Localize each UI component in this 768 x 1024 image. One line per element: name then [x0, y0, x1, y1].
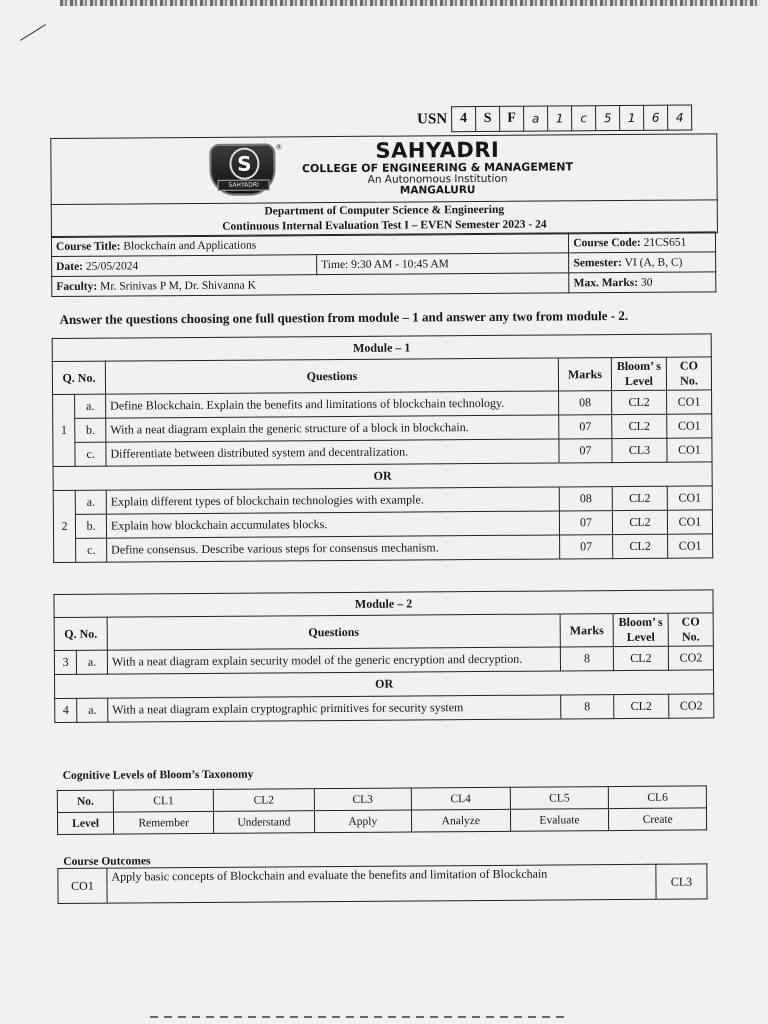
- blooms-level: Create: [609, 808, 707, 831]
- or-label: OR: [53, 462, 712, 491]
- header-marks: Marks: [558, 358, 611, 391]
- usn-char: 6: [644, 105, 668, 130]
- college-city: MANGALURU: [399, 184, 476, 197]
- exam-title: Continuous Internal Evaluation Test I – EVEN Semester 2023 - 24: [222, 218, 547, 233]
- table-row: 1 a. Define Blockchain. Explain the benefits and limitations of blockchain technology. 08 CL2 CO1: [53, 390, 712, 419]
- blooms-level: Analyze: [411, 809, 510, 832]
- usn-char: a: [524, 106, 548, 131]
- blooms-table: [57, 785, 707, 835]
- department-name: Department of Computer Science & Engineering: [264, 203, 505, 218]
- usn-box: [405, 105, 692, 133]
- module1-title: Module – 1: [52, 334, 711, 362]
- outcomes-title: Course Outcomes: [63, 855, 151, 868]
- usn-label: USN: [417, 110, 448, 127]
- blooms-code: CL2: [213, 789, 314, 812]
- logo-band: SAHYADRI: [218, 179, 270, 190]
- course-title-cell: Course Title: Blockchain and Applications: [51, 233, 568, 257]
- table-row: c. Define consensus. Describe various steps for consensus mechanism. 07 CL2 CO1: [54, 534, 713, 563]
- course-code-cell: Course Code: 21CS651: [569, 232, 716, 253]
- college-header: [50, 133, 717, 205]
- usn-char: 1: [620, 105, 644, 130]
- blooms-code: CL1: [113, 789, 213, 812]
- instruction: Answer the questions choosing one full question from module – 1 and answer any two from module - 2.: [59, 307, 629, 327]
- scan-bottom-dashes: [150, 1016, 570, 1018]
- course-info-table: [51, 231, 716, 297]
- blooms-code: CL6: [609, 786, 707, 809]
- table-row: 4 a. With a neat diagram explain cryptographic primitives for security system 8 CL2 CO2: [55, 694, 714, 723]
- usn-char: F: [500, 106, 524, 131]
- college-autonomous: An Autonomous Institution: [367, 172, 508, 186]
- table-row: b. With a neat diagram explain the generic structure of a block in blockchain. 07 CL2 CO1: [53, 414, 712, 443]
- semester-cell: Semester: VI (A, B, C): [569, 252, 716, 273]
- usn-char: 1: [548, 106, 572, 131]
- header-blooms: Bloom’ s Level: [611, 357, 666, 390]
- registered-icon: ®: [275, 143, 283, 152]
- header-co: CO No.: [668, 613, 713, 646]
- table-row: b. Explain how blockchain accumulates blocks. 07 CL2 CO1: [53, 510, 712, 539]
- header-blooms: Bloom’ s Level: [613, 613, 668, 646]
- college-subtitle: COLLEGE OF ENGINEERING & MANAGEMENT: [301, 160, 574, 176]
- table-row: 3 a. With a neat diagram explain security model of the generic encryption and decryption. 8 CL2 CO2: [54, 646, 713, 675]
- usn-char: 4: [668, 105, 692, 130]
- blooms-code: CL3: [314, 788, 412, 811]
- max-marks-cell: Max. Marks: 30: [569, 272, 716, 293]
- blooms-level: Evaluate: [510, 809, 609, 832]
- usn-char: 4: [452, 107, 476, 132]
- header-qno: Q. No.: [52, 361, 105, 394]
- college-name: SAHYADRI: [375, 137, 500, 163]
- outcomes-table: [57, 863, 707, 904]
- header-questions: Questions: [105, 358, 558, 394]
- question-paper: [50, 95, 715, 893]
- table-row: c. Differentiate between distributed system and decentralization. 07 CL3 CO1: [53, 438, 712, 467]
- outcome-co: CO1: [58, 868, 107, 903]
- date-cell: Date: 25/05/2024: [52, 255, 317, 277]
- usn-char: 5: [596, 106, 620, 131]
- usn-char: S: [476, 106, 500, 131]
- header-questions: Questions: [107, 614, 560, 650]
- blooms-level: Understand: [214, 811, 315, 834]
- or-label: OR: [55, 670, 714, 699]
- usn-char: c: [572, 106, 596, 131]
- blooms-title: Cognitive Levels of Bloom’s Taxonomy: [62, 768, 254, 782]
- module1-table: [52, 333, 714, 563]
- scan-top-band: [60, 0, 760, 6]
- faculty-cell: Faculty: Mr. Srinivas P M, Dr. Shivanna K: [52, 273, 569, 297]
- college-logo: [209, 143, 275, 195]
- outcome-text: Apply basic concepts of Blockchain and evaluate the benefits and limitation of Blockchain: [107, 864, 656, 903]
- table-row: [58, 864, 707, 904]
- blooms-level: Remember: [114, 811, 214, 834]
- blooms-code: CL5: [510, 787, 609, 810]
- module2-title: Module – 2: [54, 590, 713, 618]
- pen-mark: [20, 24, 46, 41]
- table-row: 2 a. Explain different types of blockchain technologies with example. 08 CL2 CO1: [53, 486, 712, 515]
- header-qno: Q. No.: [54, 617, 107, 650]
- blooms-level: Apply: [314, 810, 412, 833]
- outcome-level: CL3: [656, 864, 707, 899]
- logo-letter: S: [229, 148, 259, 180]
- institution-block: [287, 137, 587, 197]
- header-marks: Marks: [560, 614, 613, 647]
- time-cell: Time: 9:30 AM - 10:45 AM: [317, 253, 569, 275]
- blooms-code: CL4: [411, 787, 510, 810]
- blooms-no-label: No.: [57, 790, 113, 812]
- module2-table: [53, 589, 714, 723]
- blooms-level-label: Level: [57, 812, 113, 834]
- header-co: CO No.: [666, 357, 711, 390]
